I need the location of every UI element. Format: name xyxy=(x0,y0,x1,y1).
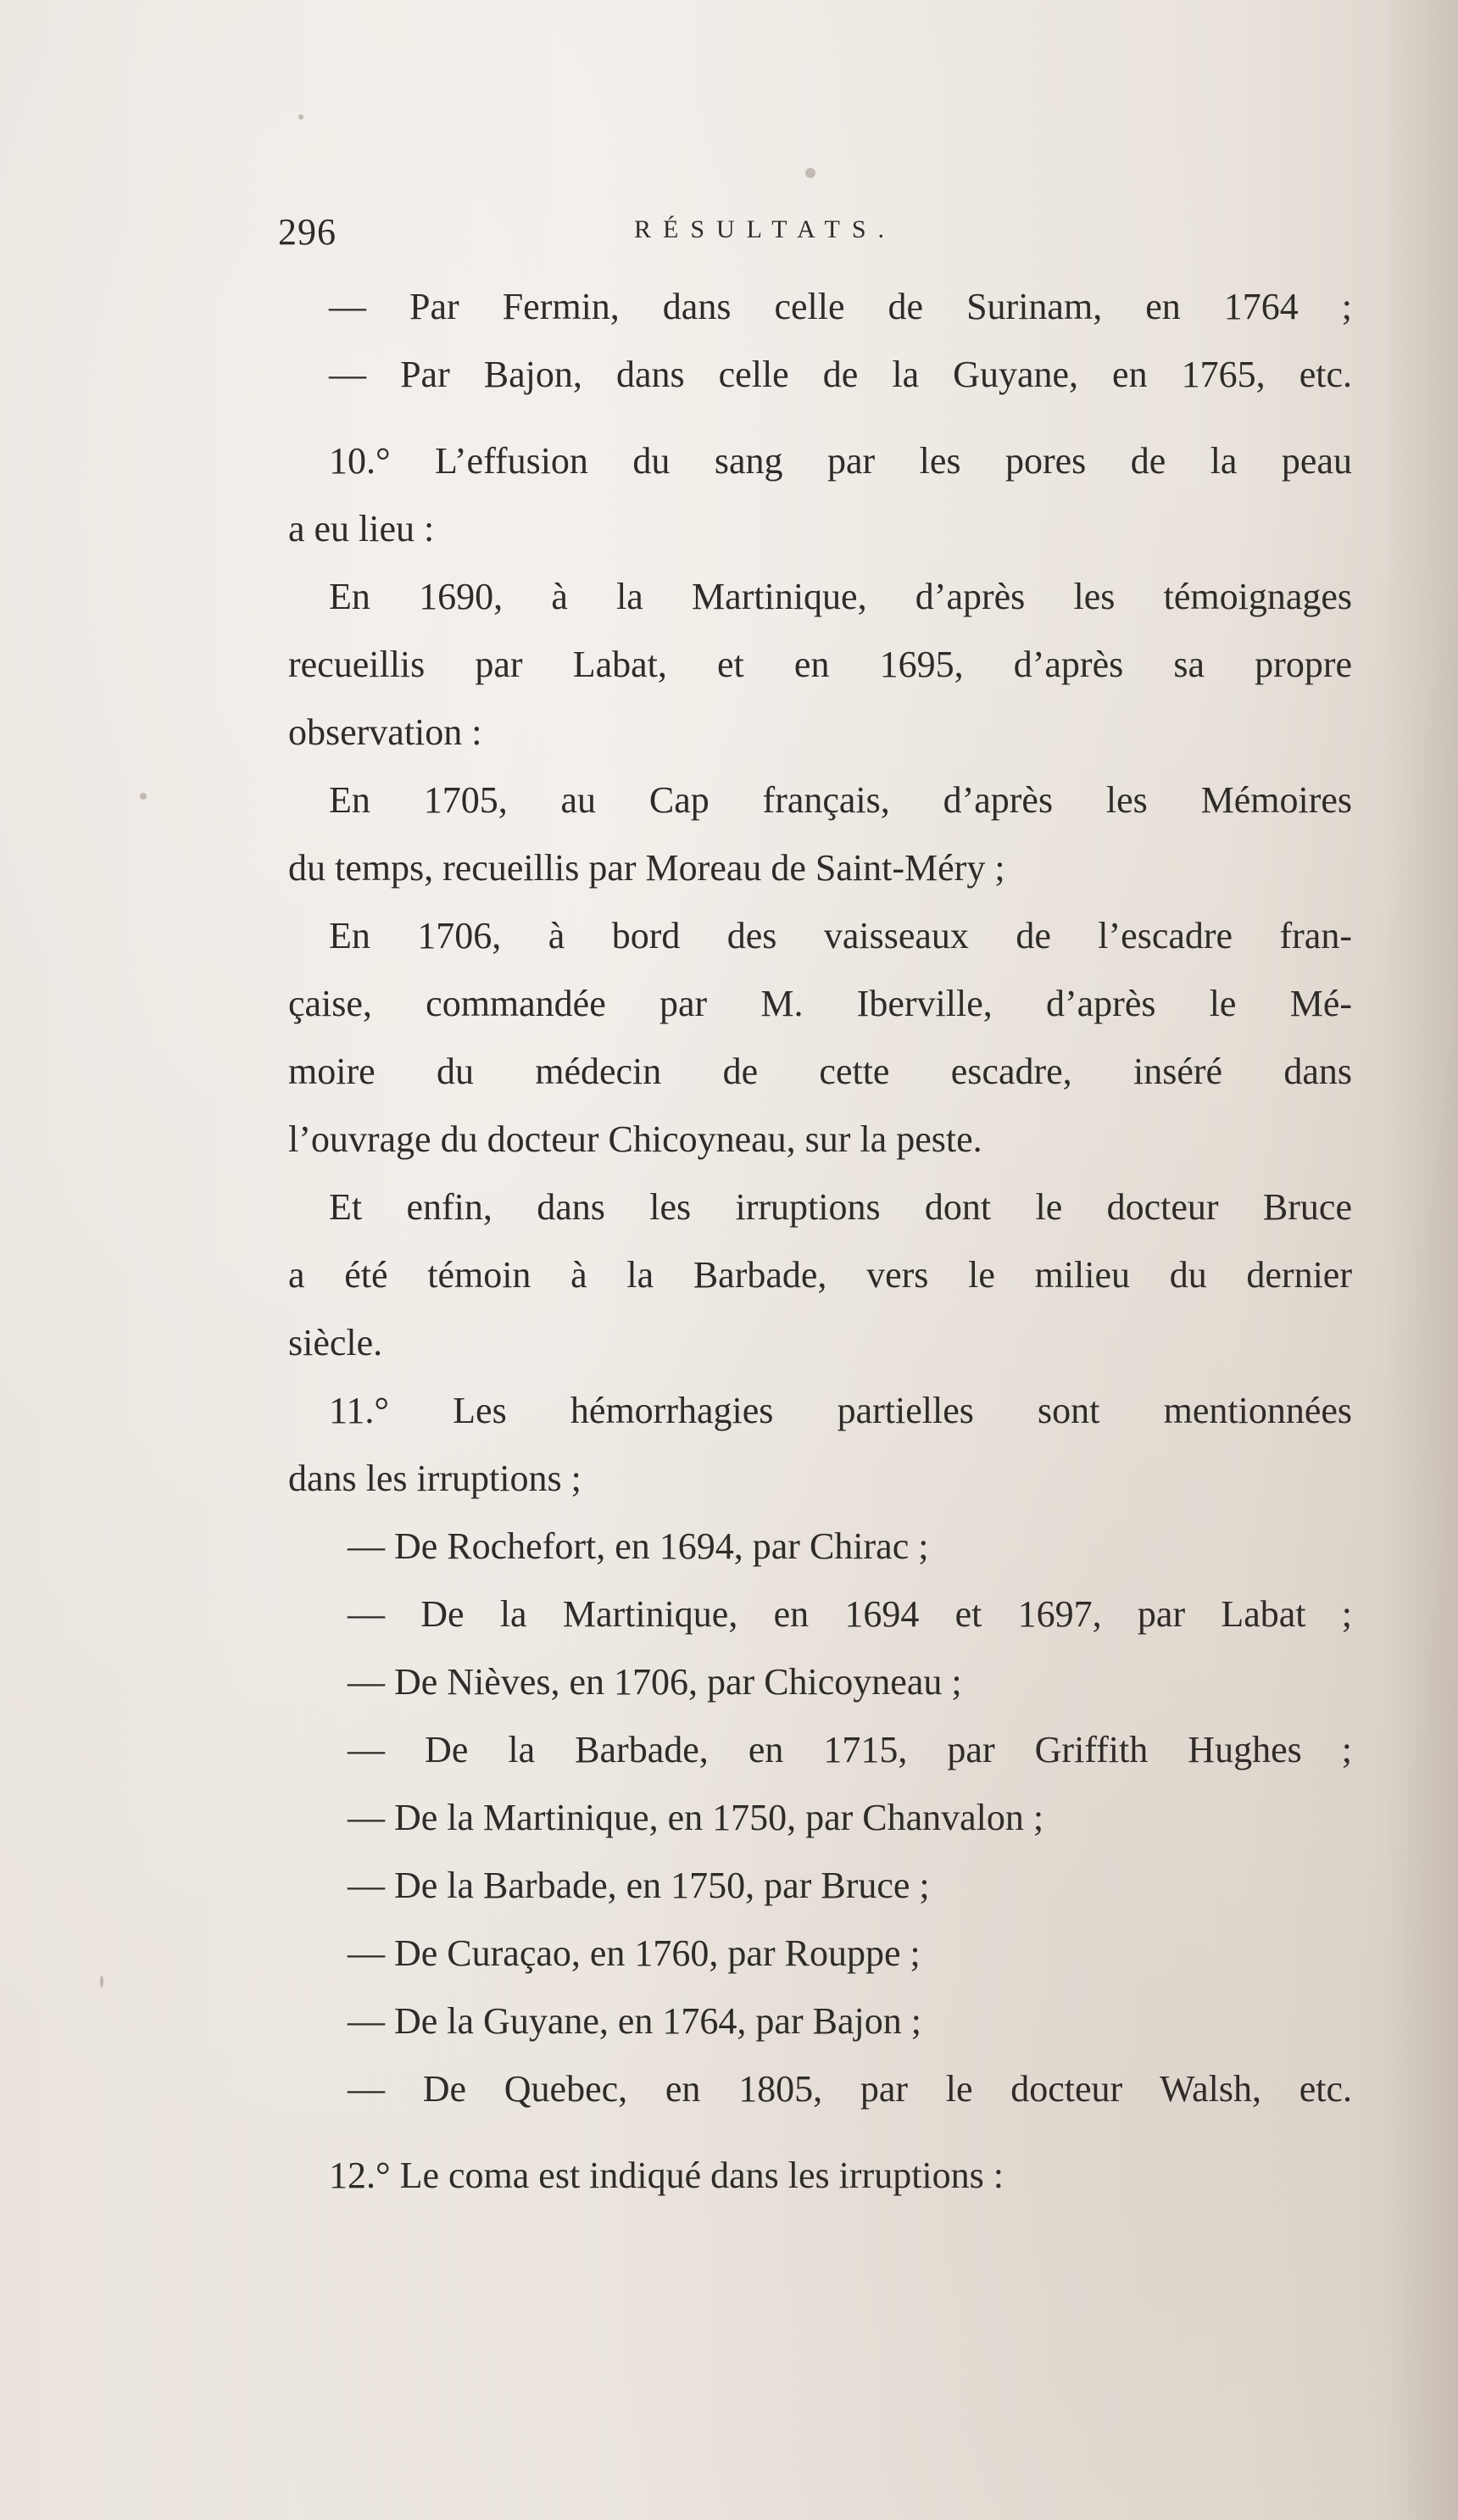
text-line: — De la Martinique, en 1694 et 1697, par Labat ; xyxy=(348,1593,1352,1635)
text-line: 10.° L’effusion du sang par les pores de la peau xyxy=(329,440,1352,482)
paragraph-gap xyxy=(288,409,1352,427)
text-line: En 1706, à bord des vaisseaux de l’escadre fran- xyxy=(329,915,1352,956)
text-line: En 1705, au Cap français, d’après les Mémoires xyxy=(329,779,1352,821)
text-line: — De Nièves, en 1706, par Chicoyneau ; xyxy=(348,1661,962,1703)
text-line: — De Rochefort, en 1694, par Chirac ; xyxy=(348,1525,929,1567)
body-text xyxy=(288,273,1352,2210)
text-line: 11.° Les hémorrhagies partielles sont mentionnées xyxy=(329,1390,1352,1431)
text-line: 12.° Le coma est indiqué dans les irruptions : xyxy=(329,2155,1004,2196)
text-line: — Par Fermin, dans celle de Surinam, en 1764 ; xyxy=(329,286,1352,327)
text-line: recueillis par Labat, et en 1695, d’après sa propre xyxy=(288,644,1352,685)
running-title: RÉSULTATS. xyxy=(634,215,897,243)
text-line: siècle. xyxy=(288,1322,383,1363)
text-line: — De la Barbade, en 1750, par Bruce ; xyxy=(348,1865,930,1906)
text-line: du temps, recueillis par Moreau de Saint-Méry ; xyxy=(288,847,1005,889)
foxing-spot xyxy=(100,1976,103,1988)
text-line: Et enfin, dans les irruptions dont le docteur Bruce xyxy=(329,1186,1352,1228)
text-line: a eu lieu : xyxy=(288,508,435,549)
text-line: En 1690, à la Martinique, d’après les témoignages xyxy=(329,576,1352,617)
text-line: moire du médecin de cette escadre, inséré dans xyxy=(288,1051,1352,1092)
text-line: dans les irruptions ; xyxy=(288,1458,582,1499)
text-line: — De la Martinique, en 1750, par Chanvalon ; xyxy=(348,1797,1044,1838)
page-number: 296 xyxy=(278,211,337,253)
page-header xyxy=(278,210,1355,261)
text-line: — Par Bajon, dans celle de la Guyane, en 1765, etc. xyxy=(329,354,1352,395)
page-edge-shadow xyxy=(1382,0,1458,2520)
foxing-spot xyxy=(298,114,303,120)
text-line: a été témoin à la Barbade, vers le milieu du dernier xyxy=(288,1254,1352,1296)
text-line: çaise, commandée par M. Iberville, d’après le Mé- xyxy=(288,983,1352,1024)
text-line: — De la Barbade, en 1715, par Griffith Hughes ; xyxy=(348,1729,1352,1770)
foxing-spot xyxy=(805,168,815,178)
paragraph-gap xyxy=(288,2123,1352,2142)
text-line: l’ouvrage du docteur Chicoyneau, sur la peste. xyxy=(288,1118,982,1160)
text-line: — De la Guyane, en 1764, par Bajon ; xyxy=(348,2000,921,2042)
text-line: — De Quebec, en 1805, par le docteur Walsh, etc. xyxy=(348,2068,1352,2110)
foxing-spot xyxy=(140,793,147,800)
text-line: observation : xyxy=(288,711,482,753)
text-line: — De Curaçao, en 1760, par Rouppe ; xyxy=(348,1932,921,1974)
